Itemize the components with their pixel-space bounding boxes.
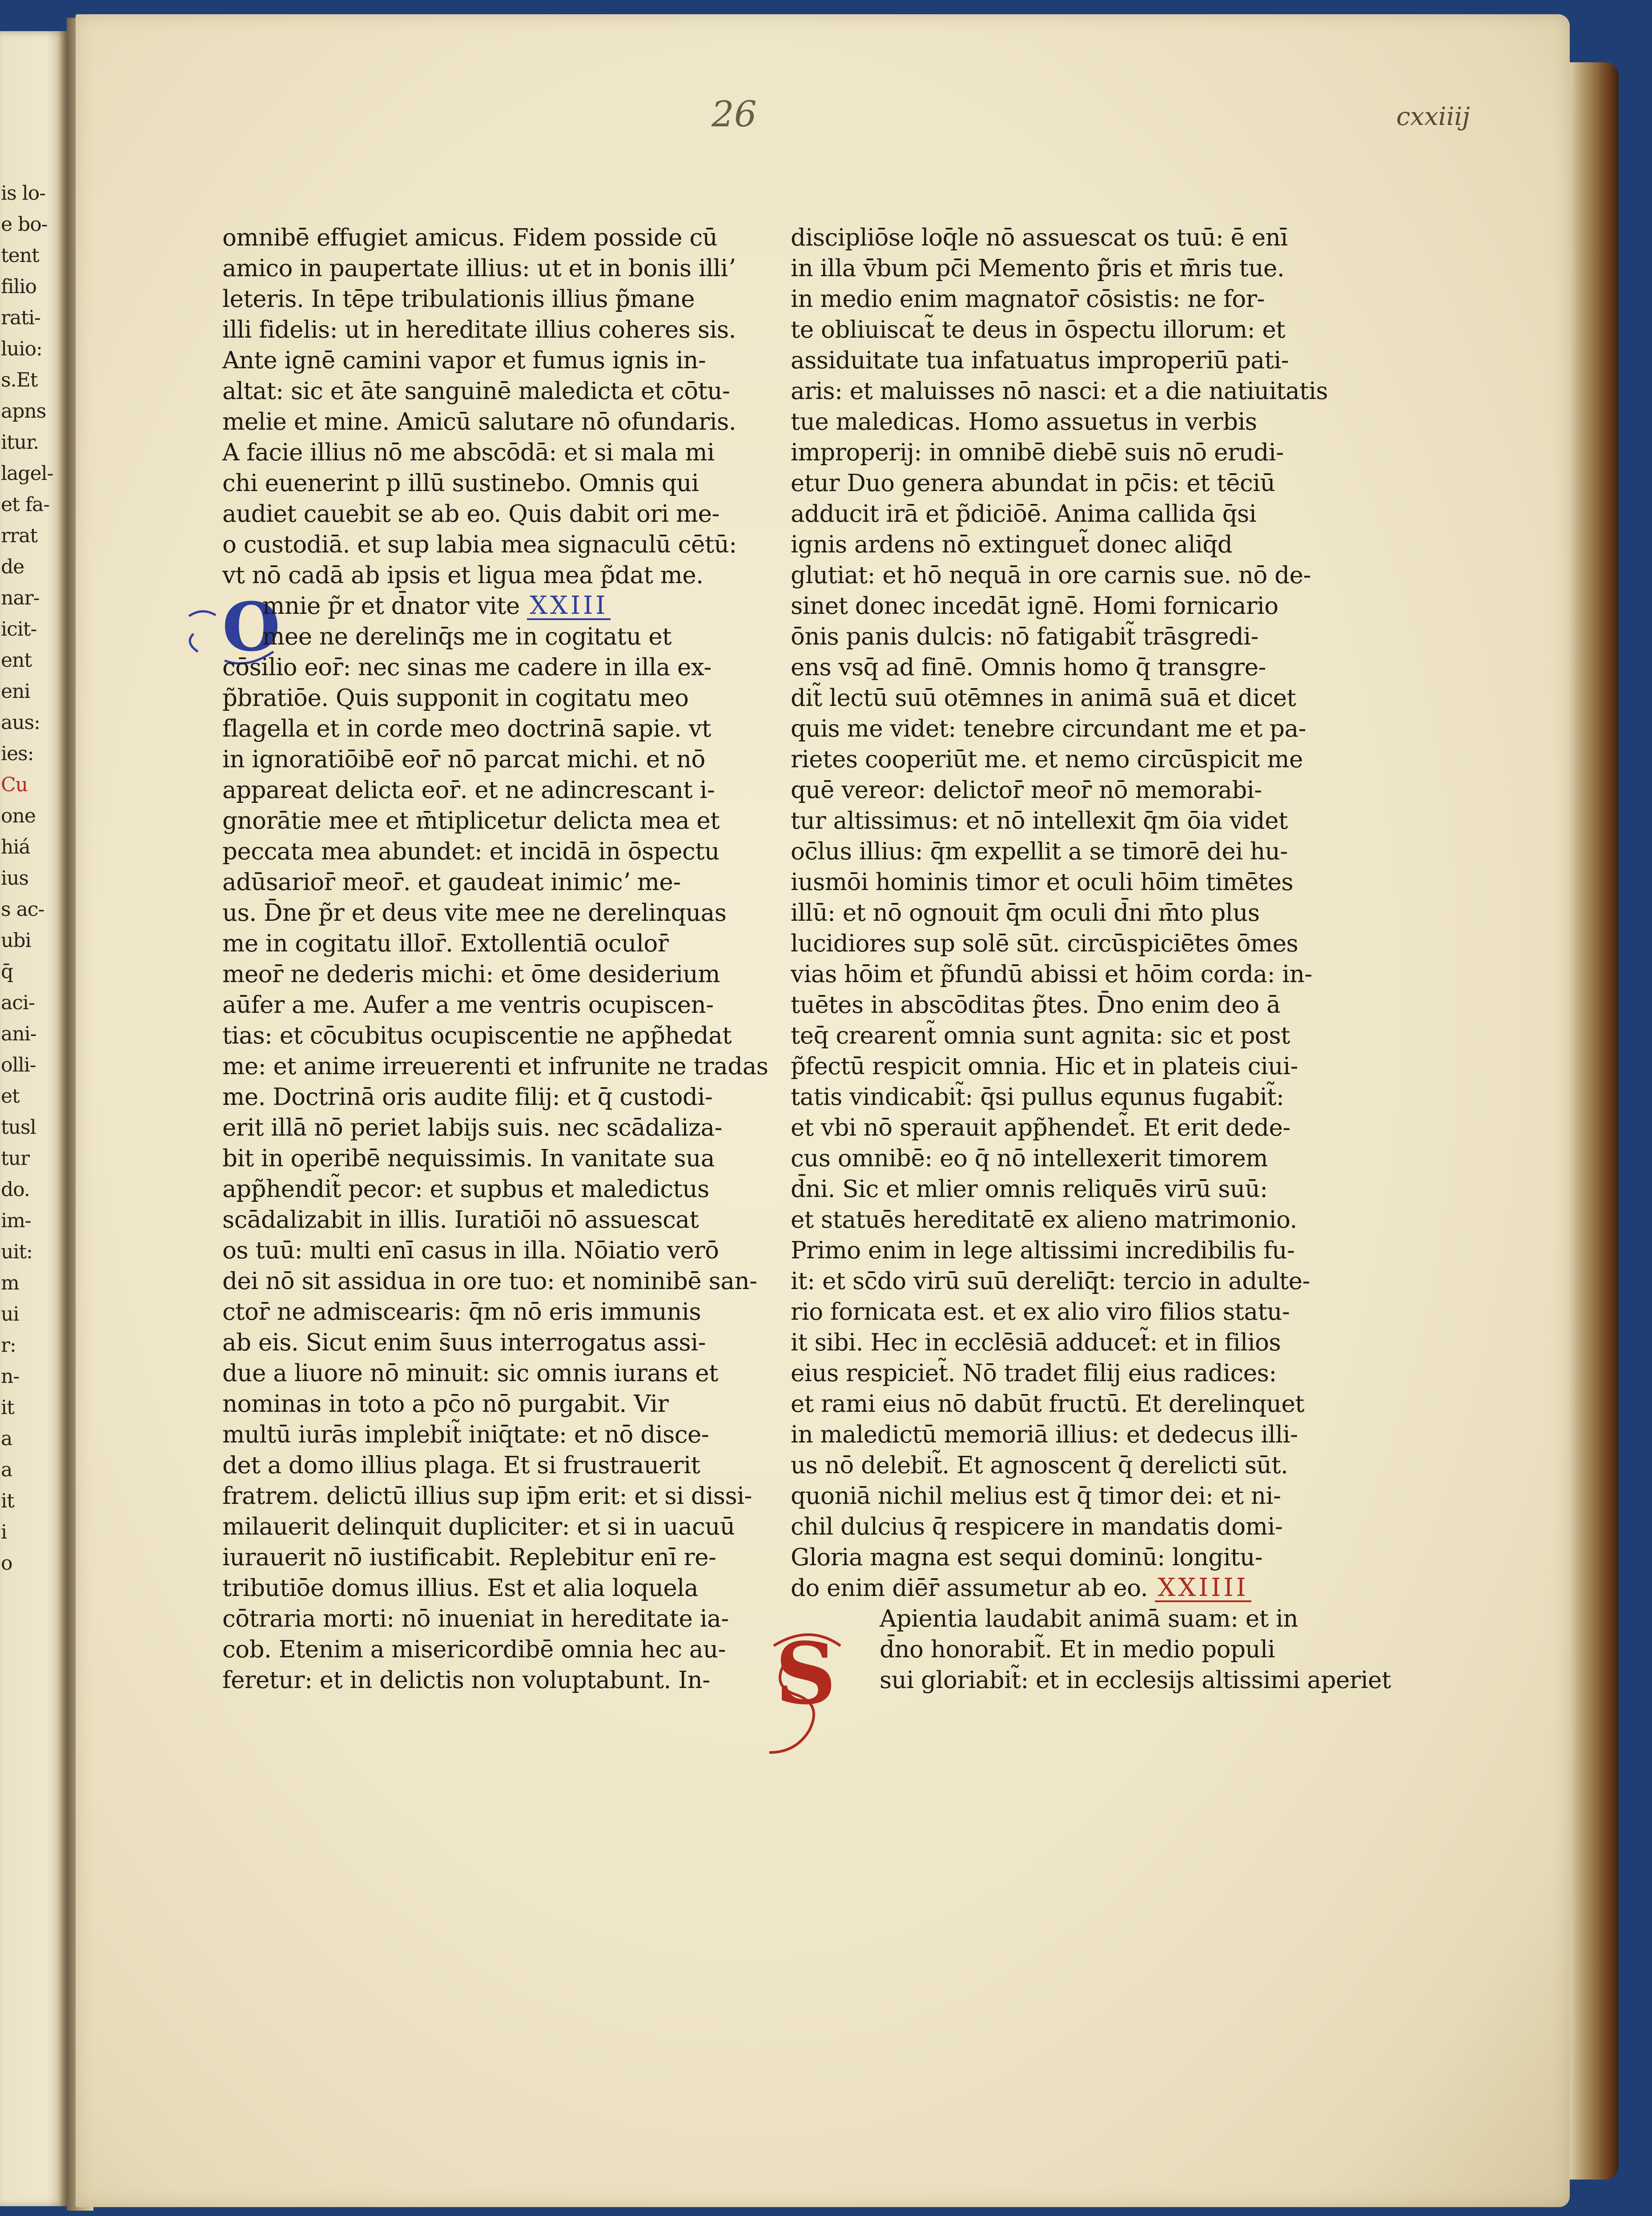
left-page-fragment: s.Et [1,369,38,391]
text-line: me. Doctrinā oris audite filij: et q̄ custodi- [222,1084,713,1111]
text-line: melie et mine. Amicū salutare nō ofundaris. [222,408,736,435]
text-line: mnie p̃r et d̄nator vite [262,592,520,620]
text-line: it sibi. Hec in ecclēsiā adducet̃: et in filios [791,1329,1281,1356]
text-line: Apientia laudabit animā suam: et in [880,1605,1298,1632]
left-page-fragment: itur. [1,431,39,454]
text-line-with-chapter [791,1573,1311,1604]
text-line: vt nō cadā ab ipsis et ligua mea p̃dat me. [222,562,703,589]
left-page-fragment: tusl [1,1116,36,1139]
text-line: et rami eius nō dabūt fructū. Et derelinquet [791,1390,1305,1418]
text-line: improperij: in omnibē diebē suis nō erudi- [791,439,1284,466]
text-line: sui gloriabit̃: et in ecclesijs altissimi aperiet [880,1667,1391,1694]
text-line: fratrem. delictū illius sup ip̄m erit: et si dissi- [222,1483,752,1510]
text-line: amico in paupertate illius: ut et in bonis illiʼ [222,255,736,282]
left-page-fragment: olli- [1,1054,36,1076]
text-line: cus omnibē: eo q̄ nō intellexerit timorem [791,1145,1268,1172]
text-line: app̃hendit̃ pecor: et supbus et maledictus [222,1176,709,1203]
left-page-fragment: apns [1,400,46,423]
text-line: ab eis. Sicut enim s̄uus interrogatus assi- [222,1329,706,1356]
chapter-number-xxiii: XXIII [527,593,611,620]
text-line: teq̄ crearent̃ omnia sunt agnita: sic et post [791,1022,1290,1049]
left-page-fragment: n- [1,1365,20,1388]
text-line: in ignoratiōibē eor̄ nō parcat michi. et nō [222,746,705,773]
text-line: flagella et in corde meo doctrinā sapie. vt [222,715,711,742]
text-line: aris: et maluisses nō nasci: et a die natiuitatis [791,378,1328,405]
folio-number-top: 26 [711,93,757,135]
left-page-fragment: hiá [1,836,30,858]
left-page-fragment: e bo- [1,213,48,236]
text-line: o custodiā. et sup labia mea signaculū cētū: [222,531,737,558]
text-line: dit̃ lectū suū otēmnes in animā suā et dicet [791,685,1296,712]
left-page-fragment: ani- [1,1023,36,1045]
initial-s: S [775,1624,836,1723]
text-line: p̃fectū respicit omnia. Hic et in plateis ciui- [791,1053,1298,1080]
left-page-fragment: luio: [1,338,42,360]
left-page-fragment: tur [1,1147,30,1170]
left-page-fragment: eni [1,680,30,703]
text-line: vias hōim et p̃fundū abissi et hōim corda: in- [791,961,1312,988]
text-line: feretur: et in delictis non voluptabunt. In- [222,1667,710,1694]
left-page-fragment: one [1,805,36,827]
text-line: nominas in toto a pc̄o nō purgabit. Vir [222,1390,669,1418]
chapter-number-xxiiii: XXIIII [1155,1575,1251,1602]
left-page-fragment: ius [1,867,28,890]
text-line: discipliōse loq̄le nō assuescat os tuū: ē enī [791,224,1288,251]
left-page-fragment: a [1,1459,12,1481]
text-line: aūfer a me. Aufer a me ventris ocupiscen- [222,991,714,1019]
text-line: etur Duo genera abundat in pc̄is: et tēciū [791,470,1275,497]
text-line: milauerit delinquit dupliciter: et si in uacuū [222,1513,735,1540]
left-page-fragment: q̄ [1,960,13,983]
text-line: tatis vindicabit̃: q̄si pullus equnus fugabit̃: [791,1084,1284,1111]
text-line: scādalizabit in illis. Iuratiōi nō assuescat [222,1206,699,1233]
text-line: erit illā nō periet labijs suis. nec scādaliza- [222,1114,723,1141]
text-line: tur altissimus: et nō intellexit q̄m ōia videt [791,807,1288,834]
text-line: Gloria magna est sequi dominū: longitu- [791,1544,1263,1571]
fore-edge [1570,62,1619,2180]
text-line-with-chapter [222,591,743,621]
text-line: multū iurās implebit̃ iniq̄tate: et nō disce- [222,1421,709,1448]
text-line: omnibē effugiet amicus. Fidem posside cū [222,224,718,251]
text-line: d̄no honorabit̃. Et in medio populi [880,1636,1275,1663]
left-page-fragment: ent [1,649,32,672]
left-page-fragment: et [1,1085,20,1108]
text-line: peccata mea abundet: et incidā in ōspectu [222,838,719,865]
left-page-fragment: s ac- [1,898,44,921]
text-line: oc̄lus illius: q̄m expellit a se timorē dei hu- [791,838,1288,865]
left-page-fragment: aus: [1,711,40,734]
text-line: tributiōe domus illius. Est et alia loquela [222,1575,698,1602]
text-line: tue maledicas. Homo assuetus in verbis [791,408,1257,435]
text-line: me in cogitatu illor̄. Extollentiā oculor̄ [222,930,669,957]
text-line: in maledictū memoriā illius: et dedecus illi- [791,1421,1298,1448]
text-line: quoniā nichil melius est q̄ timor dei: et ni- [791,1483,1281,1510]
text-line: mee ne derelinq̄s me in cogitatu et [262,623,671,650]
text-line: glutiat: et hō nequā in ore carnis sue. nō de- [791,562,1311,589]
left-page-fragment: tent [1,244,39,267]
initial-o: O [222,588,281,666]
text-line: leteris. In tēpe tribulationis illius p̃mane [222,286,695,313]
text-line: gnorātie mee et m̄tiplicetur delicta mea et [222,807,720,834]
text-line: ens vsq̄ ad finē. Omnis homo q̄ transgre- [791,654,1266,681]
text-line: ignis ardens nō extinguet̃ donec aliq̄d [791,531,1233,558]
text-line: tias: et cōcubitus ocupiscentie ne app̃hedat [222,1022,732,1049]
text-line: tuētes in abscōditas p̃tes. D̄no enim deo ā [791,991,1281,1019]
text-line: eius respiciet̃. Nō tradet filij eius radices: [791,1360,1277,1387]
text-line: appareat delicta eor̄. et ne adincrescant i- [222,777,715,804]
left-page-fragment: aci- [1,991,35,1014]
left-page-fragment: uit: [1,1241,32,1263]
left-page-fragment: r: [1,1334,16,1357]
text-line: rietes cooperiūt me. et nemo circūspicit me [791,746,1303,773]
text-line: assiduitate tua infatuatus improperiū pati- [791,347,1289,374]
text-line: ctor̄ ne admiscearis: q̄m nō eris immunis [222,1298,701,1326]
text-line: et vbi nō sperauit app̃hendet̃. Et erit dede- [791,1114,1290,1141]
text-line: det a domo illius plaga. Et si frustrauerit [222,1452,700,1479]
left-page-fragment: it [1,1490,14,1512]
left-page-fragment: ubi [1,929,31,952]
text-line: dei nō sit assidua in ore tuo: et nominibē san- [222,1268,757,1295]
left-page-fragment: rrat [1,524,37,547]
text-line: do enim diēr̄ assumetur ab eo. [791,1575,1148,1602]
text-line: et statuēs hereditatē ex alieno matrimonio. [791,1206,1297,1233]
text-line: audiet cauebit se ab eo. Quis dabit ori me- [222,500,719,528]
left-page-text-fragments [1,178,53,1579]
text-line: Ante ignē camini vapor et fumus ignis in- [222,347,706,374]
text-line: p̃bratiōe. Quis supponit in cogitatu meo [222,685,689,712]
text-line: bit in operibē nequissimis. In vanitate sua [222,1145,715,1172]
text-line: Primo enim in lege altissimi incredibilis fu- [791,1237,1295,1264]
left-page-fragment: icit- [1,618,37,641]
text-line: cōsilio eor̄: nec sinas me cadere in illa ex- [222,654,711,681]
left-page-fragment: a [1,1427,12,1450]
text-line: due a liuore nō minuit: sic omnis iurans et [222,1360,718,1387]
left-page-fragment: Cu [1,774,28,796]
left-page-fragment: it [1,1396,14,1419]
text-line: d̄ni. Sic et mlier omnis reliquēs virū suū: [791,1176,1268,1203]
left-page-fragment: ui [1,1303,19,1326]
left-page-fragment: nar- [1,587,40,609]
text-line: cōtraria morti: nō inueniat in hereditate ia- [222,1605,729,1632]
text-line: us. D̄ne p̃r et deus vite mee ne derelinquas [222,899,727,927]
left-page-fragment: im- [1,1209,31,1232]
text-line: ōnis panis dulcis: nō fatigabit̃ trāsgredi- [791,623,1258,650]
left-page-fragment: ies: [1,742,34,765]
text-line: te obliuiscat̃ te deus in ōspectu illorum: et [791,316,1286,343]
left-page-fragment: o [1,1552,12,1575]
left-page-fragment: rati- [1,306,40,329]
left-page-fragment: filio [1,275,36,298]
text-line: in illa v̄bum pc̄i Memento p̃ris et m̄ris tue. [791,255,1285,282]
left-page-fragment: do. [1,1178,30,1201]
text-line: quis me videt: tenebre circundant me et pa- [791,715,1306,742]
text-line: sinet donec incedāt ignē. Homi fornicario [791,592,1278,620]
text-line: iusmōi hominis timor et oculi hōim timētes [791,869,1294,896]
text-line: chil dulcius q̄ respicere in mandatis domi- [791,1513,1283,1540]
text-line: illū: et nō ognouit q̄m oculi d̄ni m̄to plus [791,899,1260,927]
text-line: chi euenerint p illū sustinebo. Omnis qui [222,470,699,497]
text-column-left [222,222,768,1696]
left-page-fragment: et fa- [1,493,50,516]
text-line: A facie illius nō me abscōdā: et si mala mi [222,439,715,466]
folio-number-corner: cxxiiij [1396,102,1470,131]
text-line: quē vereor: delictor̄ meor̄ nō memorabi- [791,777,1262,804]
text-column-right [791,222,1391,1696]
left-page-fragment: i [1,1521,7,1543]
left-page-edge [0,31,67,2206]
text-line: cob. Etenim a misericordibē omnia hec au- [222,1636,726,1663]
text-line: it: et sc̄do virū suū dereliq̄t: tercio in adulte- [791,1268,1310,1295]
text-line: me: et anime irreuerenti et infrunite ne tradas [222,1053,768,1080]
text-line: os tuū: multi enī casus in illa. Nōiatio verō [222,1237,719,1264]
text-line: iurauerit nō iustificabit. Replebitur enī re- [222,1544,716,1571]
text-line: adūsarior̄ meor̄. et gaudeat inimicʼ me- [222,869,681,896]
text-line: us nō delebit̃. Et agnoscent q̄ derelicti sūt. [791,1452,1288,1479]
text-line: rio fornicata est. et ex alio viro filios statu- [791,1298,1290,1326]
text-line: illi fidelis: ut in hereditate illius coheres sis. [222,316,736,343]
text-line: meor̄ ne dederis michi: et ōme desiderium [222,961,720,988]
text-line: in medio enim magnator̄ cōsistis: ne for- [791,286,1265,313]
left-page-fragment: is lo- [1,182,46,205]
text-line: altat: sic et āte sanguinē maledicta et cōtu- [222,378,730,405]
left-page-fragment: m [1,1272,19,1294]
left-page-fragment: de [1,556,24,578]
left-page-fragment: lagel- [1,462,53,485]
text-line: adducit irā et p̃diciōē. Anima callida q̄si [791,500,1257,528]
text-line: lucidiores sup solē sūt. circūspiciētes ōmes [791,930,1298,957]
